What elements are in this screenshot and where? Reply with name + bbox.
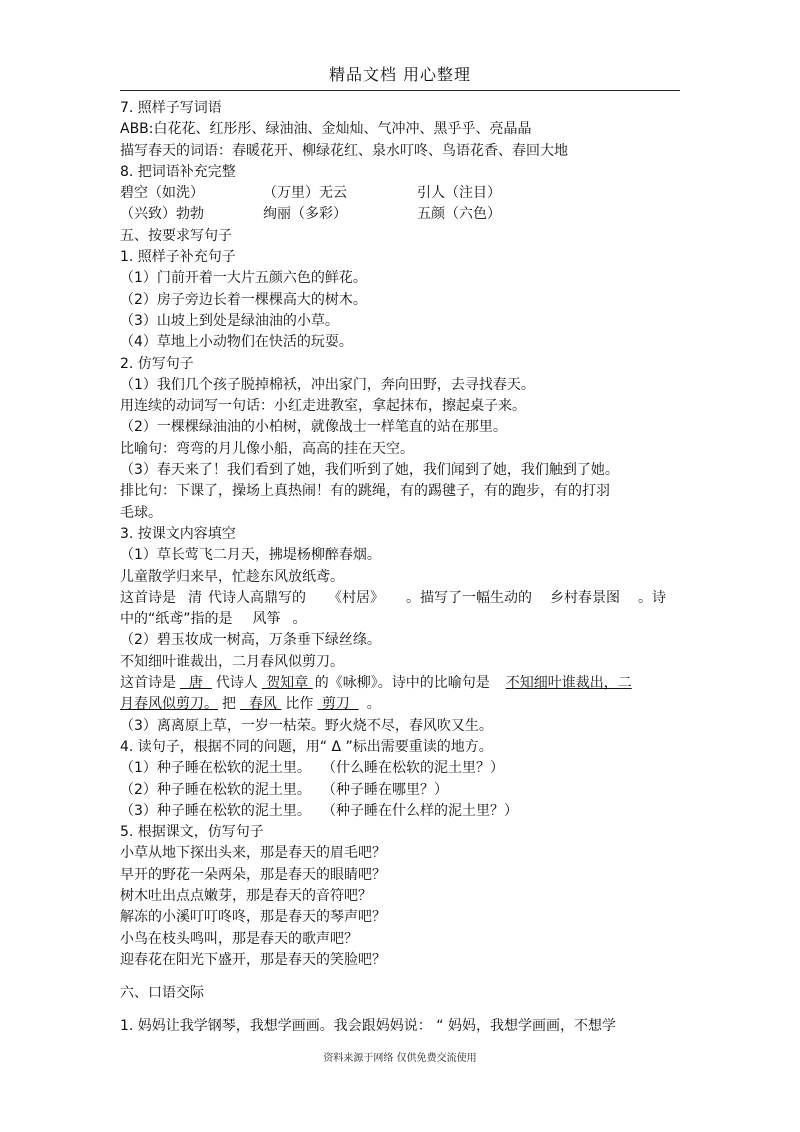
imitation-line: 比喻句：弯弯的月儿像小船，高高的挂在天空。 (120, 440, 414, 457)
fill-blank-line (120, 588, 682, 609)
page-footer: 资料来源于网络 仅供免费交流使用 (323, 1053, 477, 1064)
text-segment: 代诗人高鼎写的 (208, 589, 306, 606)
fill-blank-line (120, 694, 682, 715)
stress-question: （种子睡在哪里？） (322, 781, 448, 798)
word-fill-item: 碧空（如洗） (120, 185, 204, 202)
sentence-item: （4）草地上小动物们在快活的玩耍。 (120, 334, 353, 351)
stress-question: （什么睡在松软的泥土里？） (322, 760, 504, 777)
section-six-title: 六、口语交际 (120, 985, 204, 1002)
imitation-line: 迎春花在阳光下盛开，那是春天的笑脸吧？ (120, 951, 386, 968)
spring-words-line: 描写春天的词语：春暖花开、柳绿花红、泉水叮咚、鸟语花香、春回大地 (120, 142, 568, 159)
imitation-line: 用连续的动词写一句话：小红走进教室，拿起抹布，擦起桌子来。 (120, 398, 526, 415)
word-fill-item: （兴致）勃勃 (120, 206, 204, 223)
stress-item (120, 780, 682, 801)
page-header-title: 精品文档 用心整理 (328, 65, 472, 84)
imitation-line: 树木吐出点点嫩芽，那是春天的音符吧？ (120, 887, 372, 904)
word-fill-item: 引人（注目） (417, 185, 501, 202)
text-segment: 比作 (285, 696, 314, 713)
blank-answer: 乡村春景图 (550, 589, 620, 606)
part-5-title: 5. 根据课文，仿写句子 (120, 824, 264, 841)
text-segment: 代诗人 (215, 675, 258, 692)
stress-item (120, 801, 682, 822)
imitation-line: 解冻的小溪叮叮咚咚，那是春天的琴声吧？ (120, 909, 386, 926)
imitation-line: 毛球。 (120, 504, 162, 521)
text-segment: 把 (222, 696, 236, 713)
part-4-title: 4. 读句子，根据不同的问题，用“ Δ ”标出需要重读的地方。 (120, 738, 493, 755)
text-segment: 的《咏柳》。诗中的比喻句是 (314, 675, 490, 692)
text-segment: 这首诗是 (120, 675, 176, 692)
part-1-title: 1. 照样子补充句子 (120, 249, 236, 266)
section-five-title: 五、按要求写句子 (120, 227, 232, 244)
underlined-answer: 月春风似剪刀。 (120, 696, 218, 713)
stress-item (120, 758, 682, 779)
word-fill-item: 绚丽（多彩） (263, 206, 347, 223)
fill-blank-line (120, 609, 682, 630)
word-fill-item: 五颜（六色） (417, 206, 501, 223)
sentence-item: （3）山坡上到处是绿油油的小草。 (120, 312, 339, 329)
underlined-answer: 唐 (188, 675, 203, 692)
part-3-title: 3. 按课文内容填空 (120, 525, 236, 542)
blank-answer: 风筝 (252, 611, 281, 628)
imitation-line: （2）一棵棵绿油油的小柏树，就像战士一样笔直的站在那里。 (120, 419, 507, 436)
text-segment: 中的“纸鸢”指的是 (120, 611, 233, 628)
blank-answer: 《村居》 (328, 589, 384, 606)
stress-sentence: （2）种子睡在松软的泥土里。 (120, 781, 311, 798)
word-fill-item: （万里）无云 (263, 185, 347, 202)
poem-line: 不知细叶谁裁出，二月春风似剪刀。 (120, 653, 344, 670)
poem-line: （2）碧玉妆成一树高，万条垂下绿丝绦。 (120, 632, 381, 649)
word-fill-row (120, 183, 682, 204)
underlined-answer: 剪刀 (321, 696, 350, 713)
underlined-answer: 贺知章 (266, 675, 309, 692)
poem-line: 儿童散学归来早，忙趁东风放纸鸢。 (120, 568, 344, 585)
imitation-line: （1）我们几个孩子脱掉棉袄，冲出家门，奔向田野，去寻找春天。 (120, 376, 535, 393)
text-segment: 。诗 (638, 589, 666, 606)
blank-answer: 清 (188, 589, 202, 606)
sentence-item: （2）房子旁边长着一棵棵高大的树木。 (120, 291, 367, 308)
oral-question: 1. 妈妈让我学钢琴，我想学画画。我会跟妈妈说： “ 妈妈，我想学画画，不想学 (120, 1018, 616, 1035)
text-segment: 。 (366, 696, 381, 713)
text-segment: 这首诗是 (120, 589, 176, 606)
section-8-title: 8. 把词语补充完整 (120, 163, 236, 180)
stress-sentence: （1）种子睡在松软的泥土里。 (120, 760, 311, 777)
stress-question: （种子睡在什么样的泥土里？） (322, 802, 518, 819)
fill-blank-line (120, 673, 682, 694)
sentence-item: （1）门前开着一大片五颜六色的鲜花。 (120, 270, 367, 287)
imitation-line: 小草从地下探出头来，那是春天的眉毛吧？ (120, 845, 386, 862)
word-fill-row (120, 204, 682, 225)
imitation-line: 排比句：下课了，操场上真热闹！有的跳绳，有的踢毽子，有的跑步，有的打羽 (120, 483, 610, 500)
stress-sentence: （3）种子睡在松软的泥土里。 (120, 802, 311, 819)
abb-words-line: ABB:白花花、红彤彤、绿油油、金灿灿、气冲冲、黑乎乎、亮晶晶 (120, 121, 532, 138)
underlined-answer: 不知细叶谁裁出，二 (505, 675, 632, 692)
text-segment: 。描写了一幅生动的 (406, 589, 532, 606)
part-2-title: 2. 仿写句子 (120, 355, 194, 372)
section-7-title: 7. 照样子写词语 (120, 100, 222, 116)
poem-line: （1）草长莺飞二月天，拂堤杨柳醉春烟。 (120, 547, 381, 564)
imitation-line: （3）春天来了！我们看到了她，我们听到了她，我们闻到了她，我们触到了她。 (120, 462, 619, 479)
poem-line: （3）离离原上草，一岁一枯荣。野火烧不尽，春风吹又生。 (120, 717, 493, 734)
text-segment: 。 (292, 611, 307, 628)
document-body (120, 98, 682, 1038)
underlined-answer: 春风 (248, 696, 277, 713)
imitation-line: 早开的野花一朵两朵，那是春天的眼睛吧？ (120, 866, 386, 883)
header-divider (120, 90, 680, 91)
imitation-line: 小鸟在枝头鸣叫，那是春天的歌声吧？ (120, 930, 358, 947)
